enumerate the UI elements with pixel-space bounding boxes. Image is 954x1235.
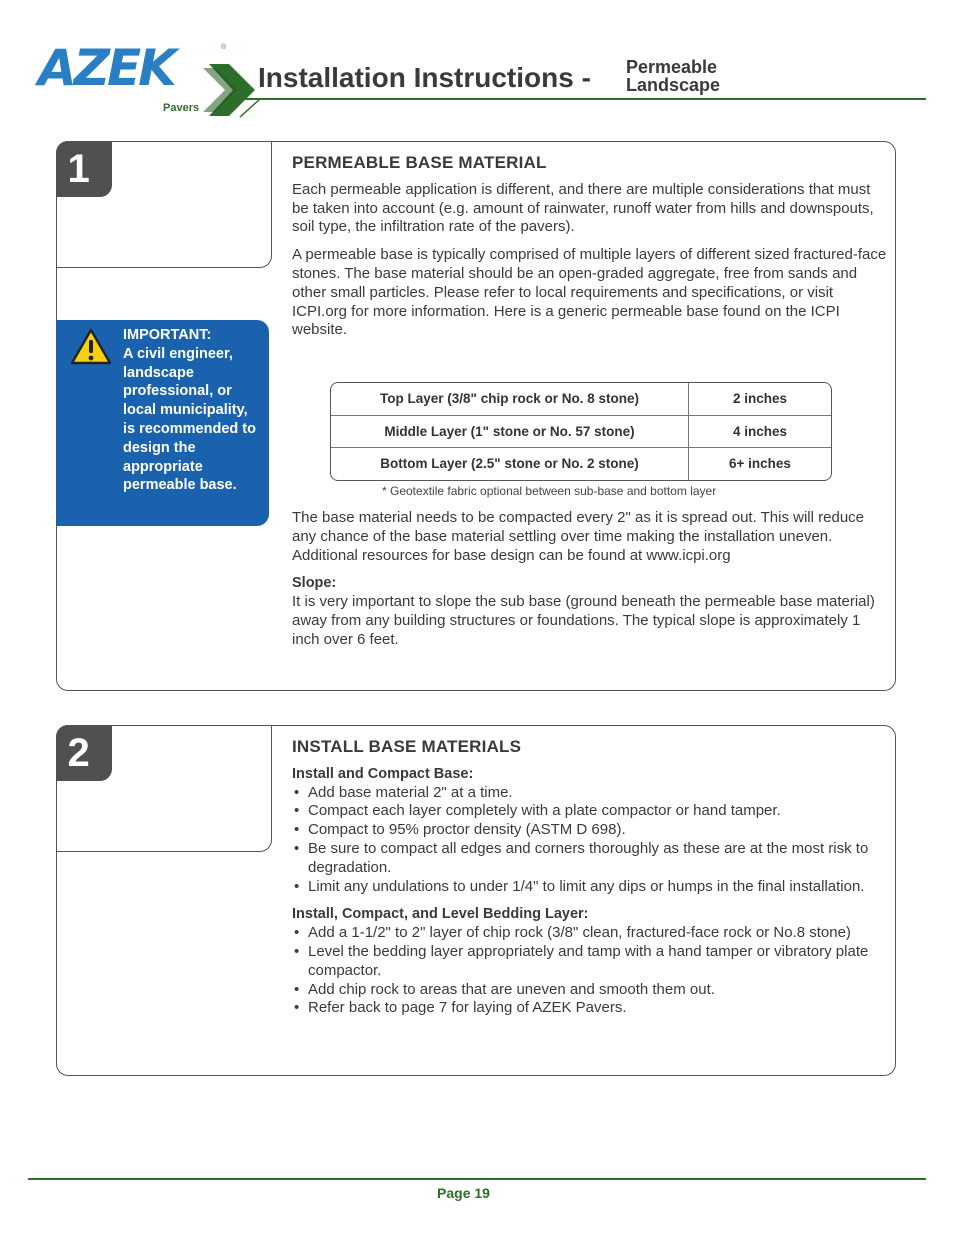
step-1-content [292,154,887,349]
page-subtitle [626,58,720,94]
important-body: A civil engineer, landscape professional, or local municipality, is recommended to design the appropriate permeable base. [123,345,256,494]
layer-cell: Bottom Layer (2.5" stone or No. 2 stone) [331,448,689,480]
list-item: • Refer back to page 7 for laying of AZEK Pavers. [292,999,887,1018]
header-rule [240,98,926,100]
compact-base-heading: Install and Compact Base: [292,765,474,782]
list-item: • Add a 1-1/2" to 2" layer of chip rock (3/8" clean, fractured-face rock or No.8 stone) [292,924,887,943]
list-item: • Level the bedding layer appropriately and tamp with a hand tamper or vibratory plate compactor. [292,943,887,981]
azek-logo [38,40,254,120]
step-1-title: PERMEABLE BASE MATERIAL [292,153,547,172]
table-row [331,447,831,480]
step-2-box [56,725,896,1076]
important-label: IMPORTANT: [123,327,212,343]
step-2-title: INSTALL BASE MATERIALS [292,737,522,756]
list-item: • Be sure to compact all edges and corners thoroughly as these are at the most risk to degradation. [292,840,887,878]
logo-registered-mark: ® [221,44,227,51]
list-item: • Add chip rock to areas that are uneven and smooth them out. [292,981,887,1000]
list-item: • Compact each layer completely with a plate compactor or hand tamper. [292,802,887,821]
step-1-number: 1 [56,141,112,197]
logo-wordmark: AZEK [38,39,174,97]
list-item: • Compact to 95% proctor density (ASTM D 698). [292,821,887,840]
step-1-content-lower [292,509,887,659]
depth-cell: 6+ inches [729,456,791,472]
page-subtitle-line2: Landscape [626,75,721,95]
base-layers-table [330,382,832,481]
step-1-paragraph-1: Each permeable application is different, and there are multiple considerations that must be taken into account (e.g. amount of rainwater, runoff water from hills and downspouts, soil type, the infiltration rate of the pavers). [292,180,874,236]
page-title: Installation Instructions - [258,62,591,93]
depth-cell: 4 inches [732,423,788,439]
table-row [331,415,831,448]
header-rule-slant [236,98,262,118]
footer-rule [28,1178,926,1180]
compact-base-list [292,784,887,897]
layer-cell: Middle Layer (1" stone or No. 57 stone) [331,416,689,448]
step-1-paragraph-3: The base material needs to be compacted every 2" as it is spread out. This will reduce any chance of the base material settling over time making the installation uneven. Additional resources for base design can be found at www.icpi.org [292,509,865,564]
bedding-layer-list [292,924,887,1018]
page-subtitle-line1: Permeable [626,57,718,77]
layer-cell: Top Layer (3/8" chip rock or No. 8 stone) [331,383,689,415]
table-row [331,383,831,415]
slope-text: It is very important to slope the sub base (ground beneath the permeable base material) away from any building structures or foundations. The typical slope is approximately 1 inch over 6 feet. [292,593,875,648]
table-footnote: * Geotextile fabric optional between sub-base and bottom layer [382,484,717,498]
list-item: • Limit any undulations to under 1/4" to limit any dips or humps in the final installation. [292,878,887,897]
step-1-paragraph-2: A permeable base is typically comprised of multiple layers of different sized fractured-face stones. The base material should be an open-graded aggregate, free from sands and other small particles. Please refer to local requirements and specifications, or visit ICPI.org for more information. Here is a generic permeable base found on the ICPI website. [292,246,887,339]
logo-subtitle: Pavers [163,102,200,114]
depth-cell: 2 inches [732,391,788,407]
bedding-layer-heading: Install, Compact, and Level Bedding Layer: [292,906,589,923]
list-item: • Add base material 2" at a time. [292,784,887,803]
warning-triangle-icon [70,328,112,366]
step-2-content [292,738,887,1027]
step-2-number: 2 [56,725,112,781]
page-number: Page 19 [437,1185,490,1201]
slope-label: Slope: [292,575,337,592]
important-callout [56,320,269,526]
important-text [123,326,263,495]
